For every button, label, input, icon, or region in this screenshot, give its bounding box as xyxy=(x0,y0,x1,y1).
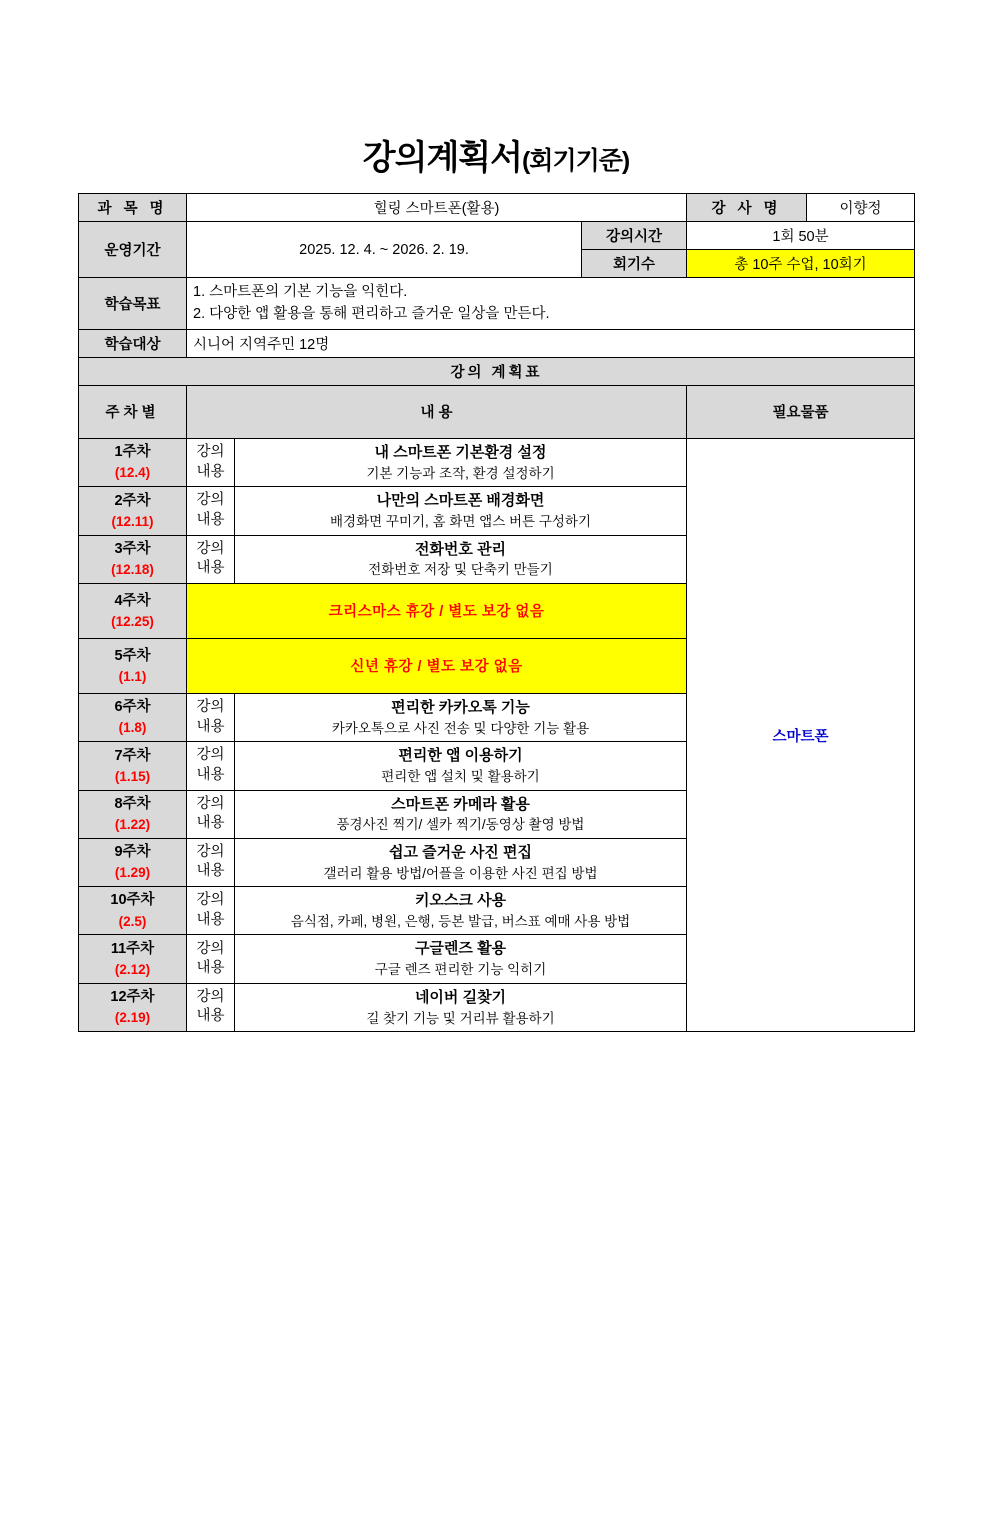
content-kind xyxy=(187,487,235,535)
week-number: 9주차 xyxy=(114,844,151,861)
table-row-subject xyxy=(79,194,915,222)
content-kind-line1: 강의 xyxy=(196,747,225,764)
content-detail xyxy=(235,838,687,886)
week-date: (1.29) xyxy=(114,865,151,881)
content-kind-line2: 내용 xyxy=(196,815,225,832)
content-kind xyxy=(187,438,235,486)
week-number: 6주차 xyxy=(114,699,151,716)
content-kind-line2: 내용 xyxy=(196,560,225,577)
week-date: (2.19) xyxy=(114,1010,151,1026)
table-row-plan-header xyxy=(79,385,915,438)
content-desc: 음식점, 카페, 병원, 은행, 등본 발급, 버스표 예매 사용 방법 xyxy=(290,913,631,929)
content-desc: 카카오톡으로 사진 전송 및 다양한 기능 활용 xyxy=(331,720,590,736)
week-label xyxy=(79,838,187,886)
content-kind xyxy=(187,887,235,935)
content-desc: 기본 기능과 조작, 환경 설정하기 xyxy=(366,465,555,481)
content-kind-line1: 강의 xyxy=(196,540,225,557)
content-detail xyxy=(235,438,687,486)
content-desc: 길 찾기 기능 및 거리뷰 활용하기 xyxy=(366,1010,555,1026)
week-number: 10주차 xyxy=(110,892,155,909)
objective-line-2: 2. 다양한 앱 활용을 통해 편리하고 즐거운 일상을 만든다. xyxy=(193,306,550,323)
content-desc: 구글 렌즈 편리한 기능 익히기 xyxy=(374,962,547,978)
content-title: 나만의 스마트폰 배경화면 xyxy=(376,492,545,510)
table-row xyxy=(79,438,915,486)
class-time-value: 1회 50분 xyxy=(687,222,915,250)
week-date: (2.5) xyxy=(118,913,147,929)
class-time-label: 강의시간 xyxy=(582,222,687,250)
week-label xyxy=(79,887,187,935)
instructor-label: 강 사 명 xyxy=(687,194,807,222)
col-header-week: 주차별 xyxy=(79,385,187,438)
content-kind-line1: 강의 xyxy=(196,988,225,1005)
week-label xyxy=(79,583,187,638)
plan-section-title: 강의 계획표 xyxy=(79,357,915,385)
holiday-notice: 신년 휴강 / 별도 보강 없음 xyxy=(187,638,687,693)
week-label xyxy=(79,790,187,838)
week-label xyxy=(79,742,187,790)
week-number: 2주차 xyxy=(114,492,151,509)
week-label xyxy=(79,935,187,983)
session-count-label: 회기수 xyxy=(582,250,687,278)
week-date: (1.22) xyxy=(114,816,151,832)
content-kind xyxy=(187,693,235,741)
period-label: 운영기간 xyxy=(79,222,187,278)
content-kind xyxy=(187,983,235,1031)
content-kind-line2: 내용 xyxy=(196,463,225,480)
period-value: 2025. 12. 4. ~ 2026. 2. 19. xyxy=(187,222,582,278)
content-kind-line1: 강의 xyxy=(196,940,225,957)
week-label xyxy=(79,438,187,486)
week-date: (12.25) xyxy=(111,613,154,629)
content-kind-line1: 강의 xyxy=(196,698,225,715)
session-count-value: 총 10주 수업, 10회기 xyxy=(687,250,915,278)
content-title: 편리한 앱 이용하기 xyxy=(398,747,523,765)
objective-label: 학습목표 xyxy=(79,278,187,330)
subject-value: 힐링 스마트폰(활용) xyxy=(187,194,687,222)
course-plan-table xyxy=(78,193,915,1032)
document-page xyxy=(0,130,992,1533)
table-row-plan-section xyxy=(79,357,915,385)
target-value: 시니어 지역주민 12명 xyxy=(187,329,915,357)
col-header-content: 내 용 xyxy=(187,385,687,438)
week-number: 11주차 xyxy=(110,940,155,957)
week-number: 3주차 xyxy=(114,540,151,557)
content-detail xyxy=(235,487,687,535)
content-desc: 배경화면 꾸미기, 홈 화면 앱스 버튼 구성하기 xyxy=(330,514,591,529)
content-kind xyxy=(187,535,235,583)
content-desc: 갤러리 활용 방법/어플을 이용한 사진 편집 방법 xyxy=(323,865,598,881)
content-kind-line1: 강의 xyxy=(196,795,225,812)
content-detail xyxy=(235,887,687,935)
content-kind-line1: 강의 xyxy=(196,444,225,461)
objective-value xyxy=(187,278,915,330)
content-desc: 풍경사진 찍기/ 셀카 찍기/동영상 촬영 방법 xyxy=(336,817,585,833)
week-number: 1주차 xyxy=(114,444,151,461)
content-detail xyxy=(235,693,687,741)
week-label xyxy=(79,535,187,583)
content-kind-line1: 강의 xyxy=(196,843,225,860)
content-detail xyxy=(235,983,687,1031)
page-title-main: 강의계획서 xyxy=(362,139,522,177)
week-label xyxy=(79,487,187,535)
table-row-objectives xyxy=(79,278,915,330)
table-row-target xyxy=(79,329,915,357)
holiday-notice: 크리스마스 휴강 / 별도 보강 없음 xyxy=(187,583,687,638)
content-title: 쉽고 즐거운 사진 편집 xyxy=(389,843,532,861)
content-kind xyxy=(187,838,235,886)
content-title: 네이버 길찾기 xyxy=(414,988,507,1006)
week-number: 8주차 xyxy=(114,795,151,812)
objective-line-1: 1. 스마트폰의 기본 기능을 익힌다. xyxy=(193,284,408,300)
content-desc: 전화번호 저장 및 단축키 만들기 xyxy=(368,562,553,578)
week-date: (1.1) xyxy=(118,668,147,684)
content-kind-line2: 내용 xyxy=(196,960,225,977)
week-date: (12.18) xyxy=(111,561,154,577)
content-kind-line2: 내용 xyxy=(196,766,225,783)
content-title: 편리한 카카오톡 기능 xyxy=(391,698,530,716)
content-detail xyxy=(235,935,687,983)
content-title: 내 스마트폰 기본환경 설정 xyxy=(374,443,547,461)
col-header-materials: 필요물품 xyxy=(687,385,915,438)
week-label xyxy=(79,983,187,1031)
materials-value: 스마트폰 xyxy=(687,438,915,1031)
target-label: 학습대상 xyxy=(79,329,187,357)
subject-label: 과 목 명 xyxy=(79,194,187,222)
table-row-period xyxy=(79,222,915,250)
week-date: (1.8) xyxy=(118,720,147,736)
content-kind xyxy=(187,742,235,790)
page-title-sub: (회기기준) xyxy=(521,147,630,175)
content-kind-line2: 내용 xyxy=(196,1008,225,1025)
content-title: 키오스크 사용 xyxy=(414,892,507,910)
week-date: (2.12) xyxy=(114,961,151,977)
content-detail xyxy=(235,742,687,790)
week-number: 12주차 xyxy=(110,989,155,1006)
week-label xyxy=(79,693,187,741)
week-date: (12.4) xyxy=(114,465,151,481)
content-kind-line2: 내용 xyxy=(196,911,225,928)
page-title xyxy=(78,130,914,179)
content-kind-line2: 내용 xyxy=(196,511,225,528)
week-number: 4주차 xyxy=(114,592,151,609)
week-date: (12.11) xyxy=(111,513,154,529)
week-number: 5주차 xyxy=(114,647,151,664)
week-number: 7주차 xyxy=(114,747,151,764)
content-title: 스마트폰 카메라 활용 xyxy=(391,795,530,813)
content-kind-line2: 내용 xyxy=(196,863,225,880)
content-detail xyxy=(235,790,687,838)
content-title: 전화번호 관리 xyxy=(414,540,507,558)
content-kind xyxy=(187,935,235,983)
content-title: 구글렌즈 활용 xyxy=(414,940,507,958)
content-kind-line2: 내용 xyxy=(196,718,225,735)
week-label xyxy=(79,638,187,693)
content-kind-line1: 강의 xyxy=(196,492,225,509)
instructor-value: 이향정 xyxy=(807,194,915,222)
content-desc: 편리한 앱 설치 및 활용하기 xyxy=(381,768,540,784)
content-kind-line1: 강의 xyxy=(196,892,225,909)
content-detail xyxy=(235,535,687,583)
content-kind xyxy=(187,790,235,838)
week-date: (1.15) xyxy=(114,768,151,784)
